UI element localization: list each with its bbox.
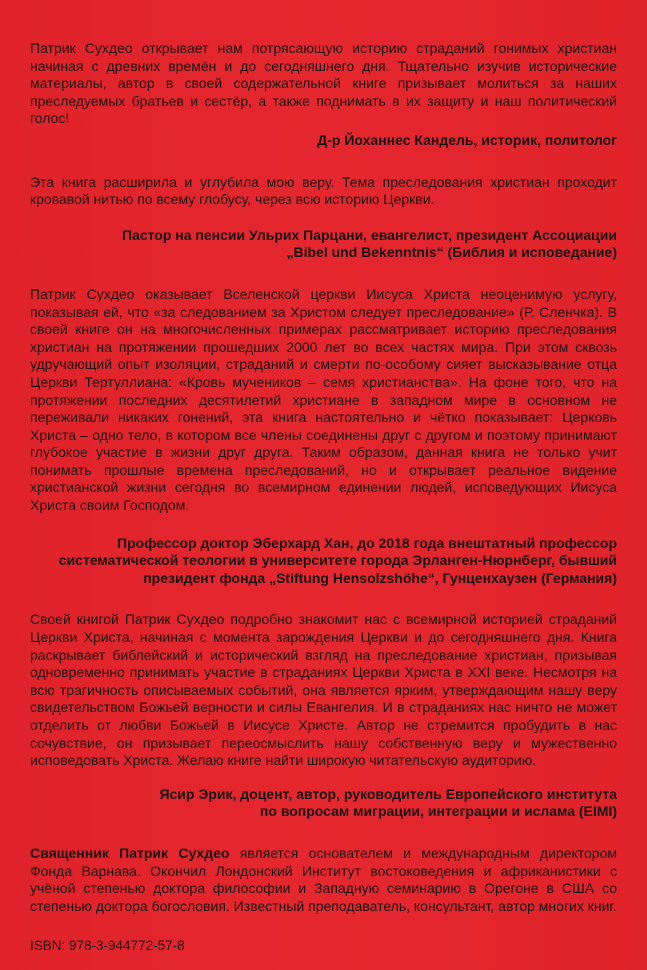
review-4-text: Своей книгой Патрик Сухдео подробно знакомит нас с всемирной историей страданий Церкви Христа, начиная с момента зарождения Церкви и до сегодняшнего дня. Книга раскрывает библейский и исторический взгляд на преследование христиан, призывая одновременно принимать участие в страданиях Церкви Христа в XXI веке. Несмотря на всю трагичность описываемых событий, она является ярким, утверждающим нашу веру свидетельством Божьей верности и силы Евангелия. И в страданиях нас ничто не может отделить от любви Божьей в Иисусе Христе. Автор не стремится пробудить в нас сочувствие, он призывает переосмыслить нашу собственную веру и мужественно исповедовать Христа. Желаю книге найти широкую читательскую аудиторию. (30, 611, 617, 769)
review-4-attribution (30, 786, 617, 821)
author-bio (30, 845, 617, 915)
review-4-attribution-line: Ясир Эрик, доцент, автор, руководитель Европейского института (159, 785, 617, 802)
review-1-attribution: Д-р Йоханнес Кандель, историк, политолог (317, 131, 617, 148)
review-2-attribution-line: Пастор на пенсии Ульрих Парцани, евангелист, президент Ассоциации (121, 226, 617, 243)
review-1-text: Патрик Сухдео открывает нам потрясающую историю страданий гонимых христиан начиная с древних времён и до сегодняшнего дня. Тщательно изучив исторические материалы, автор в своей содержательной книге призывает молиться за наших преследуемых братьев и сестёр, а также поднимать в их защиту и наш политический голос! (30, 40, 617, 127)
review-2-text: Эта книга расширила и углубила мою веру. Тема преследования христиан проходит кровавой нитью по всему глобусу, через всю историю Церкви. (30, 173, 617, 208)
review-3-attribution-line: президент фонда „Stiftung Hensolzshöhe“, Гунценхаузен (Германия) (143, 569, 617, 586)
review-3-attribution-line: систематической теологии в университете города Эрланген-Нюрнберг, бывший (58, 552, 617, 569)
review-2-attribution (30, 227, 617, 262)
review-3-text: Патрик Сухдео оказывает Вселенской церкви Иисуса Христа неоценимую услугу, показывая ей, что «за следованием за Христом следует преследование» (Р. Сленчка). В своей книге он на многочисленных примерах рассматривает историю преследования христиан на протяжении прошедших 2000 лет во всех частях мира. При этом сквозь удручающий опыт изоляции, страданий и смерти по-особому сияет высказывание отца Церкви Тертуллиана: «Кровь мучеников – семя христианства». На фоне того, что на протяжении последних десятилетий христиане в западном мире в основном не переживали никаких гонений, эта книга настоятельно и чётко показывает: Церковь Христа – одно тело, в котором все члены соединены друг с другом и поэтому принимают глубокое участие в жизни друг друга. Таким образом, данная книга не только учит понимать прошлые времена преследований, но и открывает реальное видение христианской жизни сегодня во всемирном единении людей, исповедующих Иисуса Христа своим Господом. (30, 285, 617, 514)
review-4-attribution-line: по вопросам миграции, интеграции и ислама (EIMI) (259, 803, 617, 820)
review-3-attribution-line: Профессор доктор Эберхард Хан, до 2018 года внештатный профессор (117, 534, 617, 551)
author-name: Священник Патрик Сухдео (30, 844, 230, 861)
author-bio-text: является основателем и международным директором Фонда Варнава. Окончил Лондонский Институт востоковедения и африканистики с учёной степенью доктора философии и Западную семинарию в Орегоне в США со степенью доктора богословия. Известный преподаватель, консультант, автор многих книг. (30, 844, 617, 914)
review-2-attribution-line: „Bibel und Bekenntnis“ (Библия и исповедание) (286, 244, 617, 261)
review-3-attribution (30, 535, 617, 588)
isbn: ISBN: 978-3-944772-57-8 (30, 938, 185, 954)
